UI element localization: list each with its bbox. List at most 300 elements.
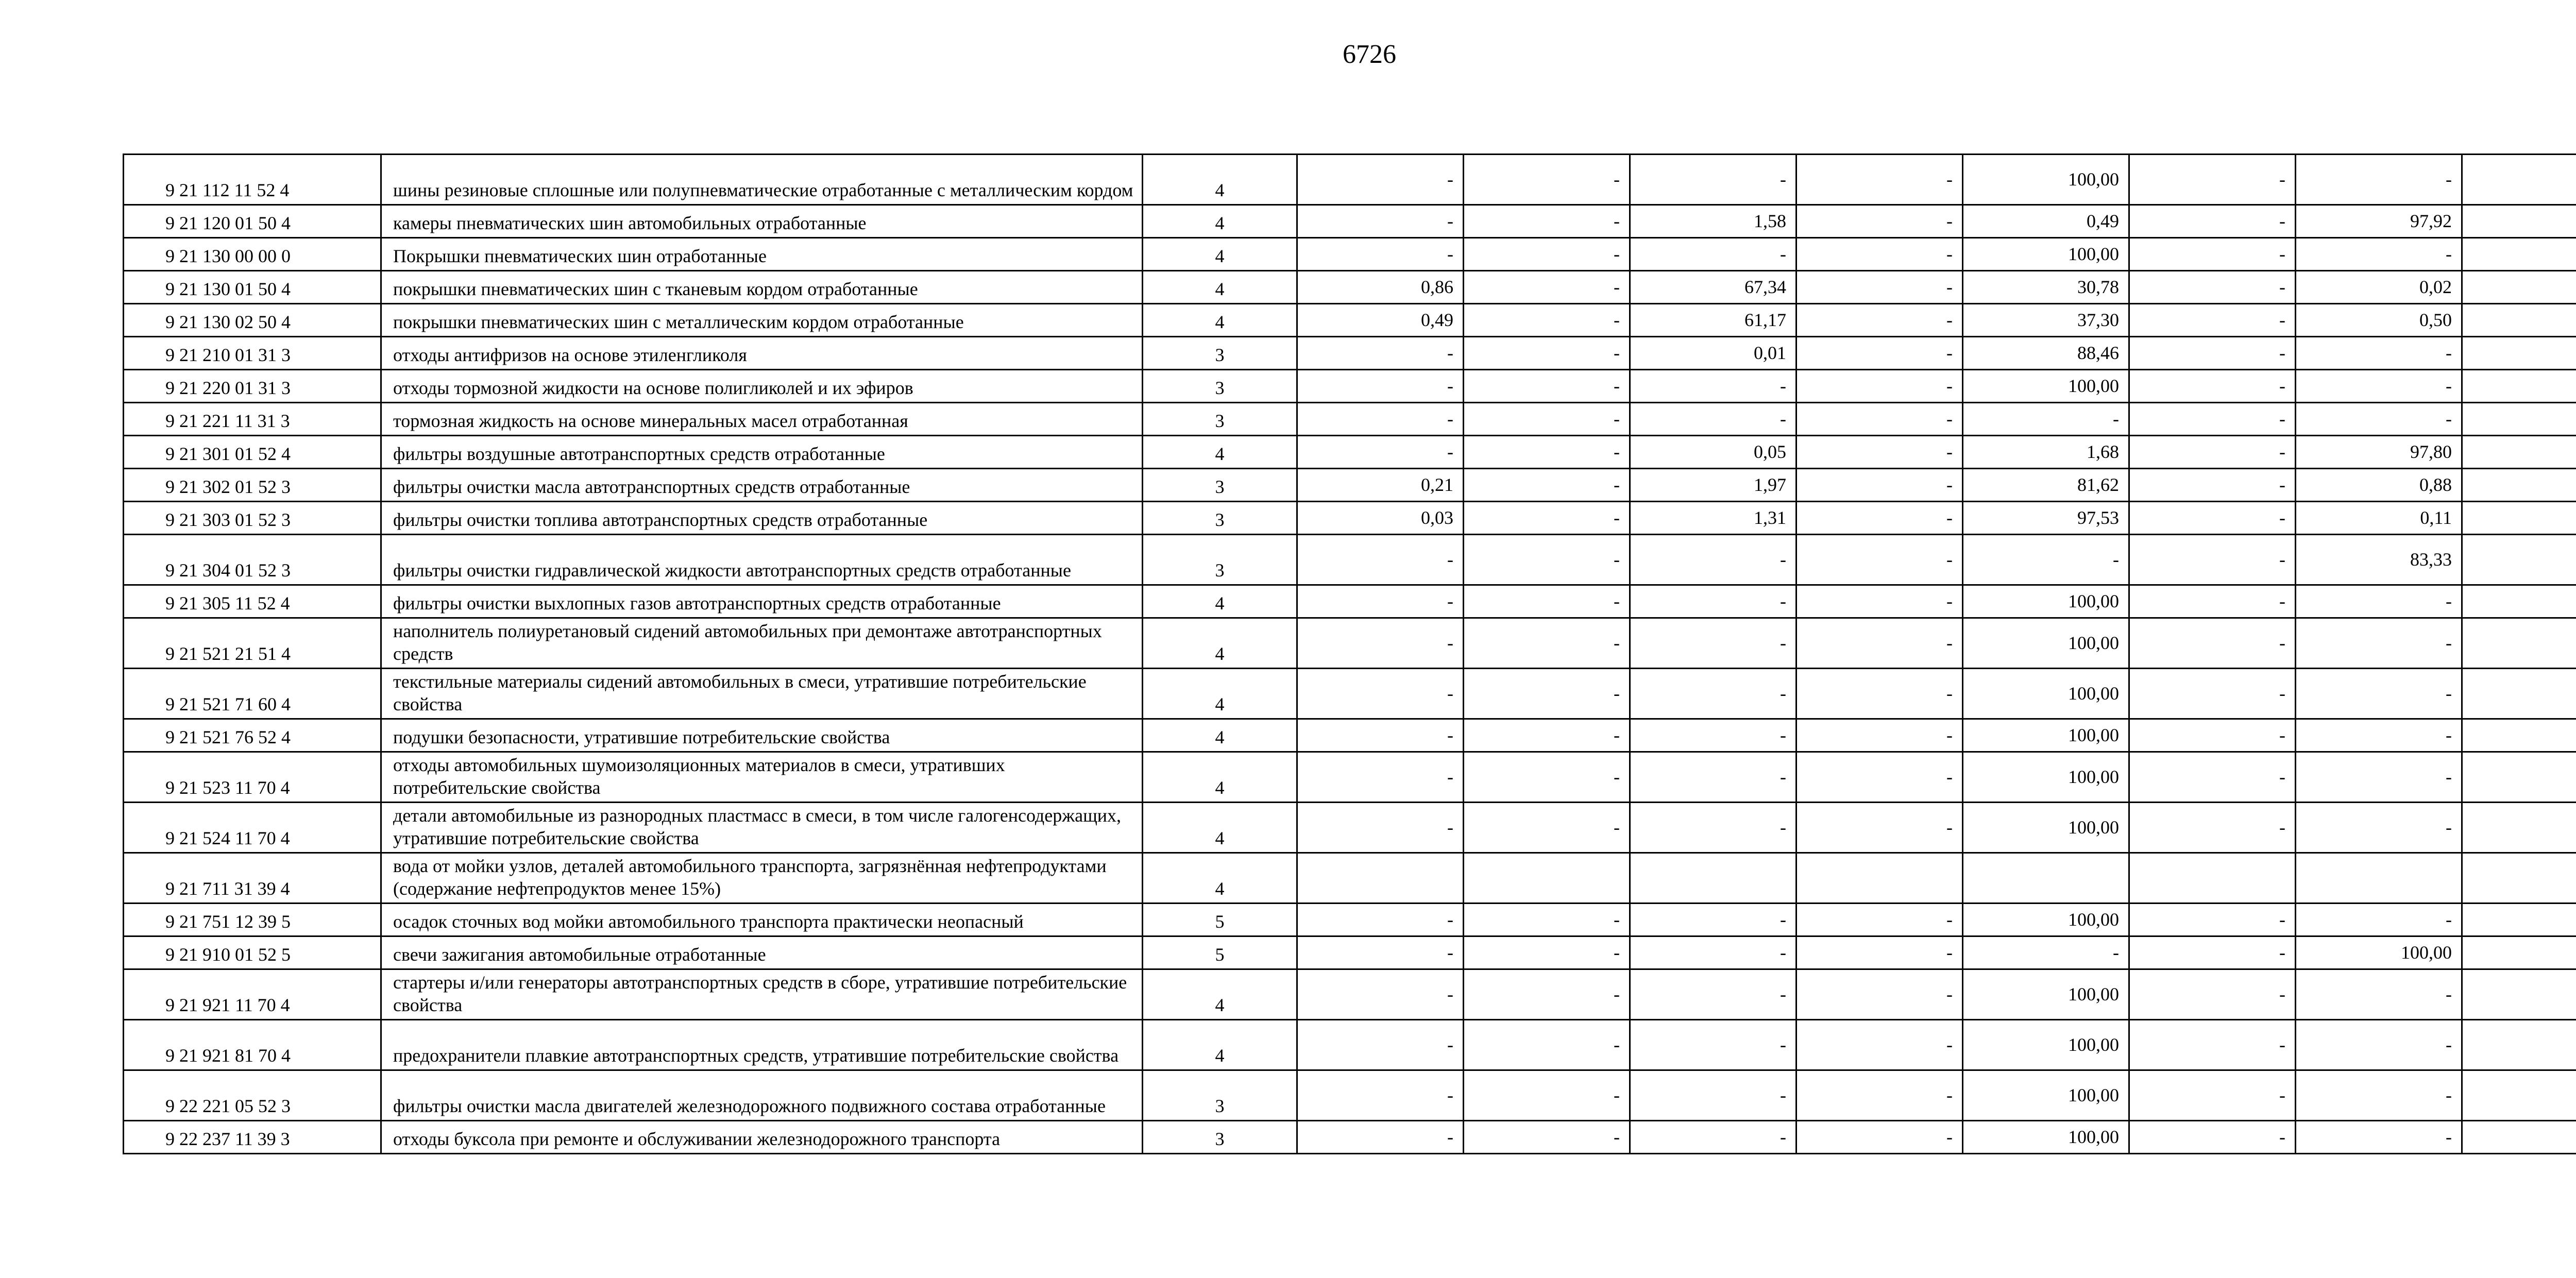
value-cell <box>1464 853 1630 904</box>
waste-name-cell: вода от мойки узлов, деталей автомобильного транспорта, загрязнённая нефтепродуктами (содержание нефтепродуктов менее 15%) <box>381 853 1143 904</box>
value-cell: 0,21 <box>1297 469 1464 502</box>
value-cell: - <box>2129 271 2296 304</box>
value-cell: - <box>1297 719 1464 752</box>
value-cell: - <box>1630 535 1797 585</box>
table-row <box>124 502 2576 535</box>
hazard-class-cell: 4 <box>1143 304 1297 337</box>
value-cell: - <box>1297 1020 1464 1070</box>
value-cell <box>2462 719 2576 752</box>
value-cell: 100,00 <box>1963 719 2129 752</box>
waste-code-cell: 9 21 130 01 50 4 <box>124 271 381 304</box>
value-cell: - <box>1464 1121 1630 1154</box>
table-row <box>124 936 2576 969</box>
hazard-class-cell: 4 <box>1143 155 1297 205</box>
value-cell: - <box>1797 669 1963 719</box>
value-cell: - <box>2296 337 2462 370</box>
value-cell <box>2462 469 2576 502</box>
waste-code-cell: 9 21 711 31 39 4 <box>124 853 381 904</box>
table-row <box>124 1121 2576 1154</box>
waste-name-cell: отходы буксола при ремонте и обслуживании железнодорожного транспорта <box>381 1121 1143 1154</box>
waste-name-cell: стартеры и/или генераторы автотранспортных средств в сборе, утратившие потребительские свойства <box>381 969 1143 1020</box>
waste-code-cell: 9 21 303 01 52 3 <box>124 502 381 535</box>
value-cell: - <box>2129 535 2296 585</box>
value-cell: - <box>1464 271 1630 304</box>
value-cell <box>2462 238 2576 271</box>
value-cell: - <box>2129 238 2296 271</box>
table-row <box>124 205 2576 238</box>
value-cell <box>2462 585 2576 618</box>
value-cell: - <box>1297 370 1464 403</box>
value-cell: - <box>1963 403 2129 436</box>
value-cell: 61,17 <box>1630 304 1797 337</box>
table-row <box>124 1070 2576 1121</box>
value-cell: - <box>1797 337 1963 370</box>
value-cell: - <box>2129 803 2296 853</box>
table-row <box>124 304 2576 337</box>
value-cell <box>2462 370 2576 403</box>
value-cell: - <box>1630 585 1797 618</box>
value-cell: - <box>2296 1070 2462 1121</box>
value-cell: - <box>1630 238 1797 271</box>
waste-name-cell: подушки безопасности, утратившие потребительские свойства <box>381 719 1143 752</box>
waste-name-cell: отходы антифризов на основе этиленгликоля <box>381 337 1143 370</box>
waste-name-cell: фильтры воздушные автотранспортных средств отработанные <box>381 436 1143 469</box>
value-cell: - <box>2129 403 2296 436</box>
table-row <box>124 337 2576 370</box>
value-cell: - <box>2296 618 2462 669</box>
value-cell: 1,97 <box>1630 469 1797 502</box>
value-cell: 100,00 <box>1963 1020 2129 1070</box>
value-cell <box>2462 1020 2576 1070</box>
value-cell: - <box>1797 469 1963 502</box>
hazard-class-cell: 3 <box>1143 469 1297 502</box>
value-cell: 100,00 <box>1963 1070 2129 1121</box>
value-cell: 1,58 <box>1630 205 1797 238</box>
hazard-class-cell: 5 <box>1143 936 1297 969</box>
waste-code-cell: 9 21 220 01 31 3 <box>124 370 381 403</box>
value-cell: - <box>1797 1070 1963 1121</box>
value-cell: 97,53 <box>1963 502 2129 535</box>
value-cell: - <box>2129 1121 2296 1154</box>
value-cell: - <box>1464 1070 1630 1121</box>
waste-code-cell: 9 21 921 81 70 4 <box>124 1020 381 1070</box>
value-cell: 0,86 <box>1297 271 1464 304</box>
hazard-class-cell: 3 <box>1143 1121 1297 1154</box>
table-row <box>124 238 2576 271</box>
value-cell: - <box>1464 155 1630 205</box>
waste-name-cell: отходы автомобильных шумоизоляционных материалов в смеси, утративших потребительские свойства <box>381 752 1143 803</box>
waste-name-cell: предохранители плавкие автотранспортных средств, утратившие потребительские свойства <box>381 1020 1143 1070</box>
table-row <box>124 803 2576 853</box>
value-cell: - <box>2129 719 2296 752</box>
value-cell: - <box>1797 535 1963 585</box>
table-row <box>124 969 2576 1020</box>
value-cell: - <box>2296 238 2462 271</box>
value-cell: - <box>2129 469 2296 502</box>
waste-name-cell: отходы тормозной жидкости на основе полигликолей и их эфиров <box>381 370 1143 403</box>
table-row <box>124 719 2576 752</box>
value-cell <box>2462 337 2576 370</box>
value-cell: - <box>1297 238 1464 271</box>
value-cell: - <box>2129 502 2296 535</box>
table-row <box>124 155 2576 205</box>
value-cell: - <box>1297 904 1464 936</box>
value-cell: - <box>1297 205 1464 238</box>
hazard-class-cell: 4 <box>1143 969 1297 1020</box>
value-cell: - <box>1630 904 1797 936</box>
waste-code-cell: 9 21 112 11 52 4 <box>124 155 381 205</box>
value-cell: - <box>1464 502 1630 535</box>
value-cell: - <box>2129 936 2296 969</box>
value-cell: - <box>2129 752 2296 803</box>
value-cell: 100,00 <box>1963 904 2129 936</box>
table-row <box>124 669 2576 719</box>
value-cell: 100,00 <box>1963 238 2129 271</box>
value-cell: - <box>2296 904 2462 936</box>
value-cell: - <box>1630 936 1797 969</box>
value-cell: - <box>1630 969 1797 1020</box>
value-cell: - <box>2129 618 2296 669</box>
value-cell <box>1297 853 1464 904</box>
value-cell: 81,62 <box>1963 469 2129 502</box>
value-cell: - <box>1464 238 1630 271</box>
value-cell: - <box>1464 936 1630 969</box>
value-cell: - <box>1297 155 1464 205</box>
value-cell: - <box>2296 803 2462 853</box>
value-cell: - <box>2129 436 2296 469</box>
value-cell: - <box>2129 1070 2296 1121</box>
value-cell: - <box>1297 585 1464 618</box>
value-cell: - <box>1630 719 1797 752</box>
waste-code-cell: 9 21 751 12 39 5 <box>124 904 381 936</box>
value-cell <box>2462 1121 2576 1154</box>
value-cell: 30,78 <box>1963 271 2129 304</box>
waste-name-cell: фильтры очистки выхлопных газов автотранспортных средств отработанные <box>381 585 1143 618</box>
value-cell: - <box>1797 304 1963 337</box>
value-cell: - <box>1297 1121 1464 1154</box>
value-cell: - <box>1464 205 1630 238</box>
value-cell <box>2462 535 2576 585</box>
table-row <box>124 370 2576 403</box>
waste-name-cell: осадок сточных вод мойки автомобильного транспорта практически неопасный <box>381 904 1143 936</box>
value-cell <box>1797 853 1963 904</box>
value-cell: - <box>2296 403 2462 436</box>
value-cell: 0,01 <box>1630 337 1797 370</box>
waste-name-cell: Покрышки пневматических шин отработанные <box>381 238 1143 271</box>
hazard-class-cell: 3 <box>1143 403 1297 436</box>
value-cell: - <box>1797 205 1963 238</box>
waste-code-cell: 9 21 130 02 50 4 <box>124 304 381 337</box>
value-cell: - <box>1297 752 1464 803</box>
value-cell: - <box>1464 969 1630 1020</box>
value-cell: 1,31 <box>1630 502 1797 535</box>
value-cell: - <box>1464 403 1630 436</box>
hazard-class-cell: 4 <box>1143 585 1297 618</box>
waste-name-cell: шины резиновые сплошные или полупневматические отработанные с металлическим кордом <box>381 155 1143 205</box>
value-cell: 97,80 <box>2296 436 2462 469</box>
hazard-class-cell: 4 <box>1143 205 1297 238</box>
waste-name-cell: фильтры очистки топлива автотранспортных средств отработанные <box>381 502 1143 535</box>
waste-name-cell: наполнитель полиуретановый сидений автомобильных при демонтаже автотранспортных средств <box>381 618 1143 669</box>
value-cell: - <box>2129 904 2296 936</box>
waste-code-cell: 9 21 210 01 31 3 <box>124 337 381 370</box>
value-cell: 0,88 <box>2296 469 2462 502</box>
value-cell <box>2462 271 2576 304</box>
value-cell <box>2462 936 2576 969</box>
value-cell: - <box>1464 1020 1630 1070</box>
value-cell <box>2462 304 2576 337</box>
value-cell: 67,34 <box>1630 271 1797 304</box>
value-cell <box>2462 502 2576 535</box>
value-cell: - <box>1297 535 1464 585</box>
value-cell: - <box>1297 803 1464 853</box>
waste-code-cell: 9 21 120 01 50 4 <box>124 205 381 238</box>
value-cell: - <box>2296 752 2462 803</box>
waste-name-cell: фильтры очистки масла автотранспортных средств отработанные <box>381 469 1143 502</box>
value-cell: - <box>1797 585 1963 618</box>
value-cell: - <box>2296 585 2462 618</box>
value-cell <box>2462 669 2576 719</box>
value-cell: 100,00 <box>2296 936 2462 969</box>
hazard-class-cell: 4 <box>1143 618 1297 669</box>
table-row <box>124 904 2576 936</box>
value-cell: - <box>1797 904 1963 936</box>
value-cell: - <box>2129 669 2296 719</box>
value-cell: - <box>1630 155 1797 205</box>
value-cell: 0,50 <box>2296 304 2462 337</box>
value-cell: - <box>2129 205 2296 238</box>
hazard-class-cell: 4 <box>1143 752 1297 803</box>
hazard-class-cell: 4 <box>1143 669 1297 719</box>
value-cell: - <box>1630 752 1797 803</box>
value-cell: 100,00 <box>1963 669 2129 719</box>
hazard-class-cell: 4 <box>1143 1020 1297 1070</box>
value-cell <box>2462 403 2576 436</box>
value-cell: - <box>1464 618 1630 669</box>
value-cell <box>2462 155 2576 205</box>
waste-code-cell: 9 22 221 05 52 3 <box>124 1070 381 1121</box>
value-cell: - <box>1630 403 1797 436</box>
value-cell: 0,02 <box>2296 271 2462 304</box>
value-cell: - <box>1297 618 1464 669</box>
value-cell: - <box>1464 469 1630 502</box>
value-cell: - <box>1797 803 1963 853</box>
value-cell: - <box>1297 403 1464 436</box>
value-cell <box>2462 618 2576 669</box>
waste-code-cell: 9 21 304 01 52 3 <box>124 535 381 585</box>
value-cell: 100,00 <box>1963 752 2129 803</box>
value-cell: 37,30 <box>1963 304 2129 337</box>
value-cell: - <box>1630 1020 1797 1070</box>
value-cell: - <box>1630 803 1797 853</box>
value-cell: - <box>2129 337 2296 370</box>
table-row <box>124 436 2576 469</box>
waste-code-cell: 9 21 524 11 70 4 <box>124 803 381 853</box>
value-cell: 100,00 <box>1963 155 2129 205</box>
value-cell: - <box>1464 436 1630 469</box>
waste-name-cell: фильтры очистки масла двигателей железнодорожного подвижного состава отработанные <box>381 1070 1143 1121</box>
value-cell <box>2462 1070 2576 1121</box>
value-cell: - <box>2296 669 2462 719</box>
value-cell: - <box>1464 585 1630 618</box>
value-cell: - <box>1797 1121 1963 1154</box>
value-cell: 100,00 <box>1963 618 2129 669</box>
value-cell: - <box>1797 719 1963 752</box>
value-cell: - <box>1297 337 1464 370</box>
value-cell: - <box>1963 535 2129 585</box>
table-body <box>124 155 2576 1154</box>
value-cell: - <box>1464 752 1630 803</box>
waste-code-cell: 9 21 305 11 52 4 <box>124 585 381 618</box>
hazard-class-cell: 3 <box>1143 370 1297 403</box>
value-cell: - <box>1464 337 1630 370</box>
value-cell: - <box>1464 904 1630 936</box>
waste-code-cell: 9 21 302 01 52 3 <box>124 469 381 502</box>
hazard-class-cell: 3 <box>1143 1070 1297 1121</box>
value-cell: - <box>1797 403 1963 436</box>
value-cell: - <box>1797 502 1963 535</box>
value-cell <box>2462 436 2576 469</box>
value-cell: - <box>2129 370 2296 403</box>
waste-name-cell: фильтры очистки гидравлической жидкости автотранспортных средств отработанные <box>381 535 1143 585</box>
value-cell: - <box>1630 618 1797 669</box>
value-cell: - <box>2129 155 2296 205</box>
value-cell: - <box>1797 238 1963 271</box>
waste-code-cell: 9 21 910 01 52 5 <box>124 936 381 969</box>
waste-code-cell: 9 21 921 11 70 4 <box>124 969 381 1020</box>
table-row <box>124 535 2576 585</box>
hazard-class-cell: 4 <box>1143 719 1297 752</box>
value-cell <box>2462 752 2576 803</box>
value-cell: - <box>1297 436 1464 469</box>
value-cell: - <box>1464 669 1630 719</box>
hazard-class-cell: 3 <box>1143 502 1297 535</box>
value-cell: - <box>2296 969 2462 1020</box>
value-cell: 1,68 <box>1963 436 2129 469</box>
value-cell <box>2296 853 2462 904</box>
value-cell: - <box>1464 370 1630 403</box>
value-cell: - <box>1797 618 1963 669</box>
value-cell: - <box>2129 585 2296 618</box>
hazard-class-cell: 5 <box>1143 904 1297 936</box>
table-row <box>124 1020 2576 1070</box>
value-cell: - <box>2129 1020 2296 1070</box>
value-cell: - <box>1630 1070 1797 1121</box>
value-cell: - <box>1797 271 1963 304</box>
value-cell <box>1963 853 2129 904</box>
table-row <box>124 403 2576 436</box>
hazard-class-cell: 3 <box>1143 535 1297 585</box>
value-cell: - <box>1630 370 1797 403</box>
value-cell: 100,00 <box>1963 1121 2129 1154</box>
value-cell: - <box>2296 1020 2462 1070</box>
value-cell: 100,00 <box>1963 585 2129 618</box>
waste-code-cell: 9 21 521 21 51 4 <box>124 618 381 669</box>
value-cell: - <box>1797 436 1963 469</box>
hazard-class-cell: 3 <box>1143 337 1297 370</box>
value-cell: - <box>1297 936 1464 969</box>
value-cell: - <box>1464 803 1630 853</box>
waste-name-cell: покрышки пневматических шин с металлическим кордом отработанные <box>381 304 1143 337</box>
table-row <box>124 271 2576 304</box>
value-cell: - <box>2129 304 2296 337</box>
table-row <box>124 618 2576 669</box>
value-cell: - <box>2296 719 2462 752</box>
value-cell: - <box>1464 719 1630 752</box>
value-cell: - <box>1797 969 1963 1020</box>
value-cell: 100,00 <box>1963 969 2129 1020</box>
page-number: 6726 <box>1343 40 1396 69</box>
value-cell: - <box>2296 1121 2462 1154</box>
value-cell: - <box>1797 155 1963 205</box>
waste-name-cell: детали автомобильные из разнородных пластмасс в смеси, в том числе галогенсодержащих, утратившие потребительские свойства <box>381 803 1143 853</box>
value-cell: - <box>2296 155 2462 205</box>
value-cell: 0,05 <box>1630 436 1797 469</box>
waste-name-cell: текстильные материалы сидений автомобильных в смеси, утратившие потребительские свойства <box>381 669 1143 719</box>
value-cell: - <box>1297 1070 1464 1121</box>
value-cell: - <box>1464 535 1630 585</box>
hazard-class-cell: 4 <box>1143 271 1297 304</box>
value-cell <box>2462 853 2576 904</box>
value-cell: - <box>1297 669 1464 719</box>
value-cell: 88,46 <box>1963 337 2129 370</box>
value-cell: - <box>1464 304 1630 337</box>
value-cell: 0,49 <box>1297 304 1464 337</box>
waste-code-cell: 9 21 301 01 52 4 <box>124 436 381 469</box>
waste-code-cell: 9 21 130 00 00 0 <box>124 238 381 271</box>
value-cell: - <box>2296 370 2462 403</box>
value-cell <box>2462 969 2576 1020</box>
value-cell: - <box>2129 969 2296 1020</box>
waste-name-cell: камеры пневматических шин автомобильных отработанные <box>381 205 1143 238</box>
waste-code-cell: 9 22 237 11 39 3 <box>124 1121 381 1154</box>
value-cell: - <box>1797 370 1963 403</box>
waste-name-cell: покрышки пневматических шин с тканевым кордом отработанные <box>381 271 1143 304</box>
hazard-class-cell: 4 <box>1143 853 1297 904</box>
table-row <box>124 469 2576 502</box>
waste-name-cell: тормозная жидкость на основе минеральных масел отработанная <box>381 403 1143 436</box>
hazard-class-cell: 4 <box>1143 238 1297 271</box>
value-cell: - <box>1297 969 1464 1020</box>
waste-name-cell: свечи зажигания автомобильные отработанные <box>381 936 1143 969</box>
value-cell: - <box>1630 1121 1797 1154</box>
value-cell <box>1630 853 1797 904</box>
value-cell: 0,49 <box>1963 205 2129 238</box>
value-cell: - <box>1797 1020 1963 1070</box>
value-cell: 100,00 <box>1963 803 2129 853</box>
table-row <box>124 853 2576 904</box>
hazard-class-cell: 4 <box>1143 803 1297 853</box>
table-row <box>124 752 2576 803</box>
value-cell <box>2462 205 2576 238</box>
value-cell <box>2129 853 2296 904</box>
waste-table <box>123 154 2576 1154</box>
waste-code-cell: 9 21 521 71 60 4 <box>124 669 381 719</box>
value-cell: 0,03 <box>1297 502 1464 535</box>
waste-code-cell: 9 21 221 11 31 3 <box>124 403 381 436</box>
value-cell: 0,11 <box>2296 502 2462 535</box>
waste-code-cell: 9 21 521 76 52 4 <box>124 719 381 752</box>
waste-code-cell: 9 21 523 11 70 4 <box>124 752 381 803</box>
hazard-class-cell: 4 <box>1143 436 1297 469</box>
value-cell: 100,00 <box>1963 370 2129 403</box>
value-cell: 97,92 <box>2296 205 2462 238</box>
value-cell: - <box>1963 936 2129 969</box>
value-cell: - <box>1797 752 1963 803</box>
value-cell: - <box>1797 936 1963 969</box>
value-cell <box>2462 803 2576 853</box>
value-cell <box>2462 904 2576 936</box>
